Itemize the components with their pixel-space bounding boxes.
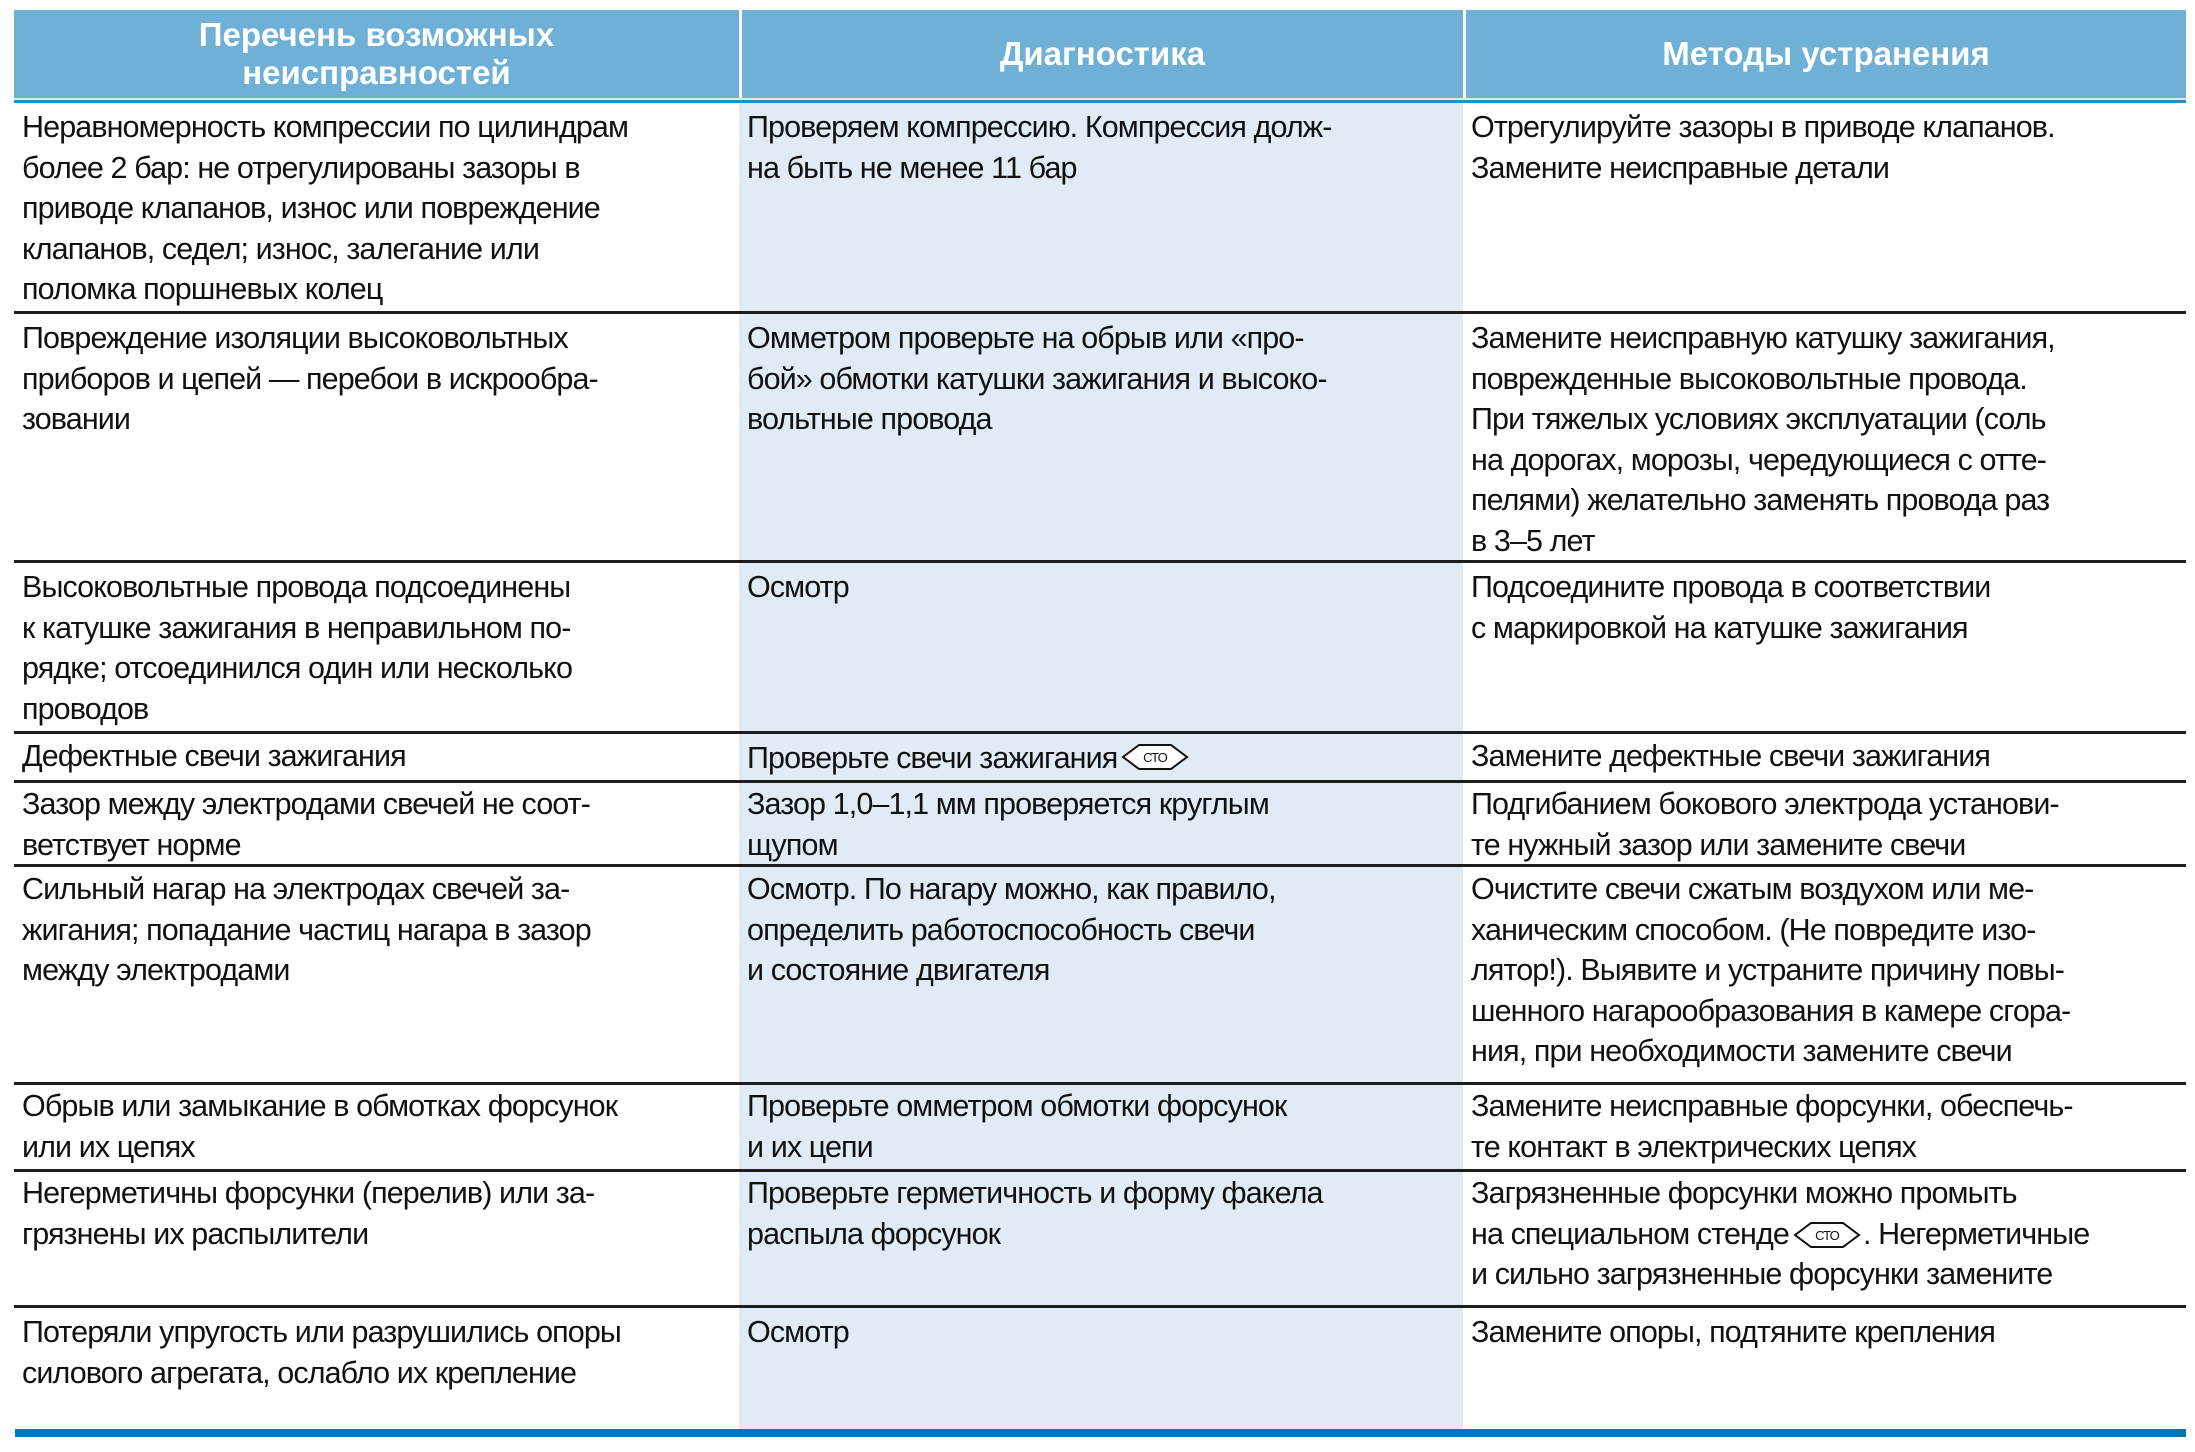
remedy-text-part1: Загрязненные форсунки можно промыть на специальном стенде — [1471, 1176, 2017, 1251]
table-row — [14, 780, 2186, 864]
remedy-cell: Замените неисправную катушку зажигания, поврежденные высоковольтные провода. При тяжелых условиях эксплуатации (соль на дорогах, морозы, чередующиеся с отте- пелями) желательно заменять провода раз в 3–5 лет — [1471, 321, 2055, 558]
table-header — [14, 10, 2186, 98]
remedy-cell: Замените неисправные форсунки, обеспечь- те контакт в электрических цепях — [1471, 1089, 2073, 1164]
fault-cell: Негерметичны форсунки (перелив) или за- грязнены их распылители — [22, 1176, 595, 1251]
diagnostics-text: Проверьте свечи зажигания — [747, 740, 1118, 775]
sto-label: СТО — [1815, 1228, 1839, 1244]
diagnostics-cell: Проверяем компрессию. Компрессия долж- на быть не менее 11 бар — [739, 103, 1463, 311]
remedy-cell: Подгибанием бокового электрода установи- те нужный зазор или замените свечи — [1471, 787, 2059, 862]
sto-diamond-icon — [1793, 1220, 1861, 1250]
header-remedies-label: Методы устранения — [1662, 35, 1990, 72]
fault-cell: Повреждение изоляции высоковольтных приборов и цепей — перебои в искрообра- зовании — [22, 321, 598, 436]
header-faults — [14, 10, 739, 98]
remedy-cell: Замените опоры, подтяните крепления — [1471, 1315, 1996, 1349]
table-row — [14, 560, 2186, 731]
fault-cell: Дефектные свечи зажигания — [22, 739, 406, 773]
diagnostics-cell: Проверьте герметичность и форму факела распыла форсунок — [739, 1172, 1463, 1305]
fault-cell: Неравномерность компрессии по цилиндрам более 2 бар: не отрегулированы зазоры в приводе клапанов, износ или повреждение клапанов, седел; износ, залегание или поломка поршневых колец — [22, 110, 629, 306]
remedy-text-part2: . Негерметичные и сильно загрязненные форсунки замените — [1471, 1216, 2090, 1291]
remedy-cell: Подсоедините провода в соответствии с маркировкой на катушке зажигания — [1471, 570, 1991, 645]
fault-cell: Обрыв или замыкание в обмотках форсунок или их цепях — [22, 1089, 618, 1164]
header-remedies — [1463, 10, 2186, 98]
diagnostics-cell: Проверьте омметром обмотки форсунок и их цепи — [739, 1085, 1463, 1169]
header-diagnostics-label: Диагностика — [999, 35, 1206, 72]
diagnostics-cell: Омметром проверьте на обрыв или «про- бой» обмотки катушки зажигания и высоко- вольтные провода — [739, 314, 1463, 560]
diagnostics-cell: Осмотр — [739, 1308, 1463, 1429]
diagnostics-cell: Зазор 1,0–1,1 мм проверяется круглым щупом — [739, 783, 1463, 864]
table-row — [14, 311, 2186, 560]
table-row — [14, 731, 2186, 780]
header-faults-label: Перечень возможных неисправностей — [198, 16, 555, 91]
table-row — [14, 864, 2186, 1082]
fault-cell: Потеряли упругость или разрушились опоры силового агрегата, ослабло их крепление — [22, 1315, 621, 1390]
table-row — [14, 103, 2186, 311]
remedy-cell — [1463, 1172, 2186, 1305]
diagnostics-cell — [739, 734, 1463, 780]
table-row — [14, 1082, 2186, 1169]
table-bottom-bar — [15, 1429, 2186, 1437]
header-diagnostics — [739, 10, 1463, 98]
remedy-cell: Очистите свечи сжатым воздухом или ме- ханическим способом. (Не повредите изо- лятор!). Выявите и устраните причину повы- шенного нагарообразования в камере сгора- ния, при необходимости замените свечи — [1471, 872, 2071, 1068]
fault-cell: Зазор между электродами свечей не соот- ветствует норме — [22, 787, 590, 862]
fault-cell: Сильный нагар на электродах свечей за- жигания; попадание частиц нагара в зазор между электродами — [22, 872, 591, 987]
remedy-cell: Отрегулируйте зазоры в приводе клапанов. Замените неисправные детали — [1471, 110, 2055, 185]
remedy-cell: Замените дефектные свечи зажигания — [1471, 739, 1990, 773]
sto-diamond-icon — [1121, 742, 1189, 772]
sto-label: СТО — [1143, 750, 1168, 765]
diagnostics-cell: Осмотр — [739, 563, 1463, 731]
diagnostics-cell: Осмотр. По нагару можно, как правило, определить работоспособность свечи и состояние двигателя — [739, 867, 1463, 1082]
table-row — [14, 1305, 2186, 1429]
fault-cell: Высоковольтные провода подсоединены к катушке зажигания в неправильном по- рядке; отсоединился один или несколько проводов — [22, 570, 573, 726]
table-row — [14, 1169, 2186, 1305]
